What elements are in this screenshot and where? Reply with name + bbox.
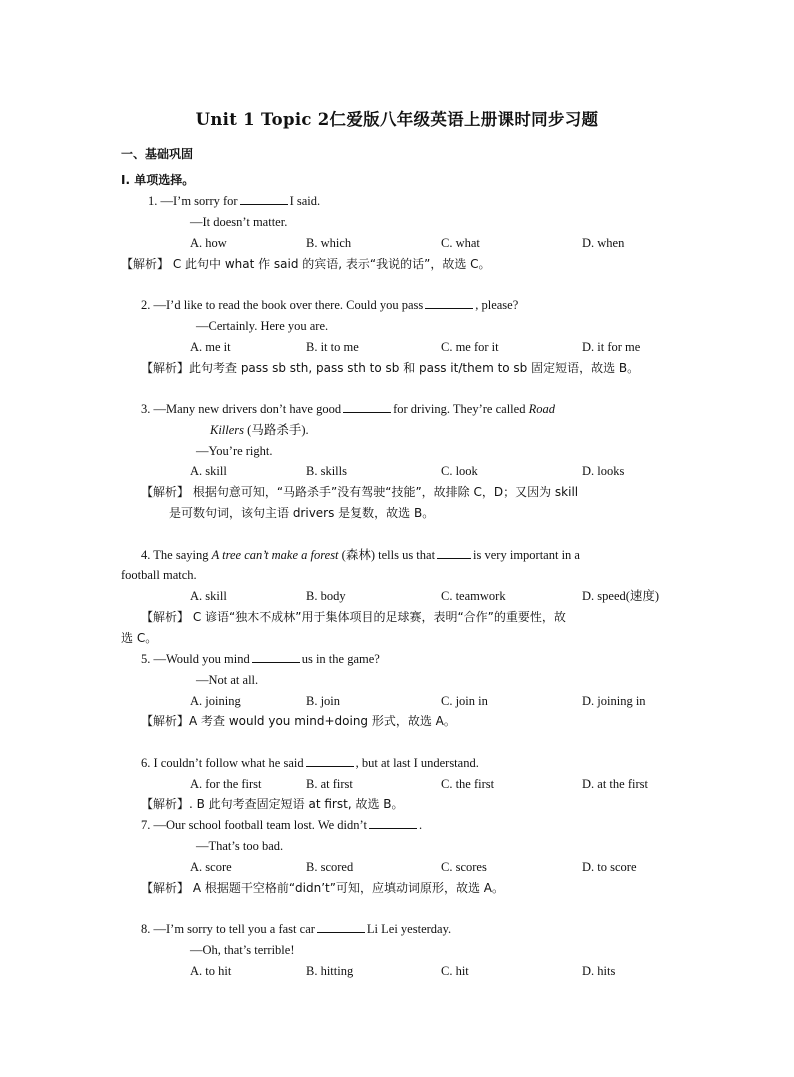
question-5 [141,651,380,667]
answer-blank [425,298,473,309]
option-b: B. join [306,694,341,708]
reply-text: —Not at all. [196,673,259,687]
option-a: A. how [190,236,227,250]
option-b: B. at first [306,777,353,791]
option-a: A. to hit [190,964,232,978]
option-a: A. for the first [190,777,262,791]
question-6 [141,755,479,771]
question-text: us in the game? [301,652,380,666]
reply-text: —You’re right. [196,444,273,458]
option-c: C. join in [441,694,488,708]
question-text: 5. —Would you mind [141,652,250,666]
analysis-text: 【解析】 根据句意可知，“马路杀手”没有驾驶“技能”，故排除 C，D；又因为 skill [141,485,579,499]
option-d: D. it for me [582,340,641,354]
question-italic-text: Road [528,402,555,416]
option-c: C. hit [441,964,469,978]
option-d: D. joining in [582,694,646,708]
analysis-text: 【解析】此句考查 pass sb sth, pass sth to sb 和 pass it/them to sb 固定短语，故选 B。 [141,361,640,375]
option-c: C. scores [441,860,487,874]
option-d: D. looks [582,464,625,478]
answer-blank [317,922,365,933]
question-3 [141,401,555,417]
reply-text: —It doesn’t matter. [190,215,288,229]
question-text: (森林) tells us that [341,548,436,562]
option-b: B. which [306,236,352,250]
question-1 [148,193,320,209]
question-text: 6. I couldn’t follow what he said [141,756,304,770]
option-a: A. skill [190,589,227,603]
option-a: A. joining [190,694,241,708]
question-italic-text: A tree can’t make a forest [211,548,339,562]
option-c: C. me for it [441,340,499,354]
answer-blank [306,756,354,767]
question-text: 3. —Many new drivers don’t have good [141,402,342,416]
analysis-text-continued: 选 C。 [121,631,158,645]
question-italic-text: Killers [210,423,245,437]
question-text: I said. [289,194,321,208]
question-8 [141,921,451,937]
question-3-line-2 [210,422,309,438]
question-text: Li Lei yesterday. [366,922,452,936]
reply-text: —Certainly. Here you are. [196,319,329,333]
question-text: is very important in a [473,548,580,562]
option-b: B. skills [306,464,347,478]
option-d: D. at the first [582,777,648,791]
question-text: . [418,818,423,832]
option-c: C. what [441,236,480,250]
option-b: B. hitting [306,964,354,978]
analysis-text: 【解析】A 考查 would you mind+doing 形式，故选 A。 [141,714,456,728]
analysis-text: 【解析】 C 此句中 what 作 said 的宾语, 表示“我说的话”，故选 C。 [121,257,491,271]
option-a: A. skill [190,464,227,478]
analysis-text-continued: 是可数句词，该句主语 drivers 是复数，故选 B。 [169,506,435,520]
option-d: D. when [582,236,625,250]
question-4 [141,547,580,563]
option-b: B. body [306,589,346,603]
question-text: for driving. They’re called [393,402,526,416]
section-heading: 一、基础巩固 [121,147,194,161]
answer-blank [240,194,288,205]
question-4-line-2: football match. [121,568,197,582]
question-text: 7. —Our school football team lost. We didn’t [141,818,367,832]
question-text: 1. —I’m sorry for [148,194,238,208]
option-b: B. it to me [306,340,359,354]
option-c: C. teamwork [441,589,506,603]
analysis-text: 【解析】 C 谚语“独木不成林”用于集体项目的足球赛，表明“合作”的重要性，故 [141,610,566,624]
question-2 [141,297,518,313]
answer-blank [437,548,471,559]
analysis-text: 【解析】. B 此句考查固定短语 at first, 故选 B。 [141,797,404,811]
question-text: 4. The saying [141,548,209,562]
question-text: 2. —I’d like to read the book over there. Could you pass [141,298,424,312]
answer-blank [252,652,300,663]
question-text: (马路杀手). [247,423,309,437]
question-text: 8. —I’m sorry to tell you a fast car [141,922,315,936]
answer-blank [343,402,391,413]
option-b: B. scored [306,860,354,874]
page-title: Unit 1 Topic 2仁爱版八年级英语上册课时同步习题 [195,110,599,129]
question-text: , but at last I understand. [355,756,479,770]
question-7 [141,817,422,833]
question-text: , please? [475,298,519,312]
option-d: D. hits [582,964,616,978]
option-a: A. score [190,860,232,874]
reply-text: —That’s too bad. [196,839,284,853]
answer-blank [369,818,417,829]
option-a: A. me it [190,340,231,354]
option-c: C. look [441,464,478,478]
reply-text: —Oh, that’s terrible! [190,943,295,957]
subsection-heading: Ⅰ. 单项选择。 [121,173,195,187]
option-d: D. speed(速度) [582,589,660,603]
analysis-text: 【解析】 A 根据题干空格前“didn’t”可知，应填动词原形，故选 A。 [141,881,504,895]
option-d: D. to score [582,860,637,874]
option-c: C. the first [441,777,495,791]
